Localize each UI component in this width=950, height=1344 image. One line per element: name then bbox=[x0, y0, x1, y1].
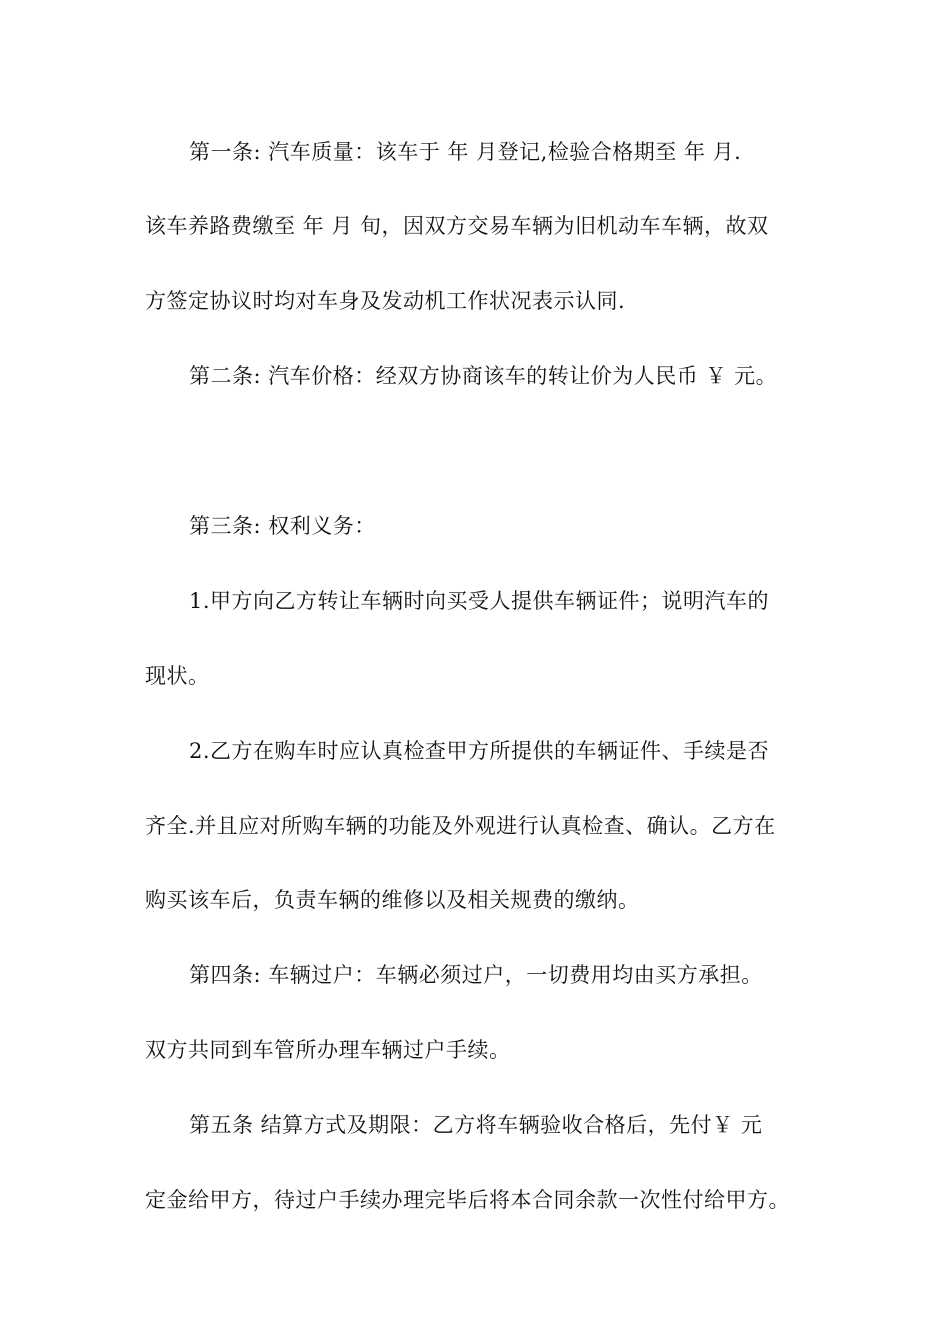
clause-1-line-2: 该车养路费缴至 年 月 旬，因双方交易车辆为旧机动车车辆，故双 bbox=[145, 214, 769, 238]
clause-1-line-3: 方签定协议时均对车身及发动机工作状况表示认同. bbox=[145, 289, 626, 313]
clause-5-line-1: 第五条 结算方式及期限：乙方将车辆验收合格后，先付￥ 元 bbox=[189, 1113, 763, 1137]
clause-3-item-1-line-2: 现状。 bbox=[145, 664, 210, 688]
clause-1-line-1: 第一条: 汽车质量：该车于 年 月登记,检验合格期至 年 月. bbox=[189, 140, 742, 164]
clause-3-item-2-line-1: 2.乙方在购车时应认真检查甲方所提供的车辆证件、手续是否 bbox=[189, 739, 770, 763]
clause-3-item-2-line-3: 购买该车后，负责车辆的维修以及相关规费的缴纳。 bbox=[145, 888, 640, 912]
clause-4-line-1: 第四条: 车辆过户：车辆必须过户，一切费用均由买方承担。 bbox=[189, 963, 763, 987]
clause-3-heading: 第三条: 权利义务： bbox=[189, 514, 376, 538]
clause-3-item-1-line-1: 1.甲方向乙方转让车辆时向买受人提供车辆证件；说明汽车的 bbox=[189, 589, 770, 613]
clause-5-line-2: 定金给甲方，待过户手续办理完毕后将本合同余款一次性付给甲方。 bbox=[145, 1188, 790, 1212]
clause-3-item-2-line-2: 齐全.并且应对所购车辆的功能及外观进行认真检查、确认。乙方在 bbox=[145, 814, 776, 838]
clause-2-line-1: 第二条: 汽车价格：经双方协商该车的转让价为人民币 ￥ 元。 bbox=[189, 364, 778, 388]
clause-4-line-2: 双方共同到车管所办理车辆过户手续。 bbox=[145, 1038, 511, 1062]
